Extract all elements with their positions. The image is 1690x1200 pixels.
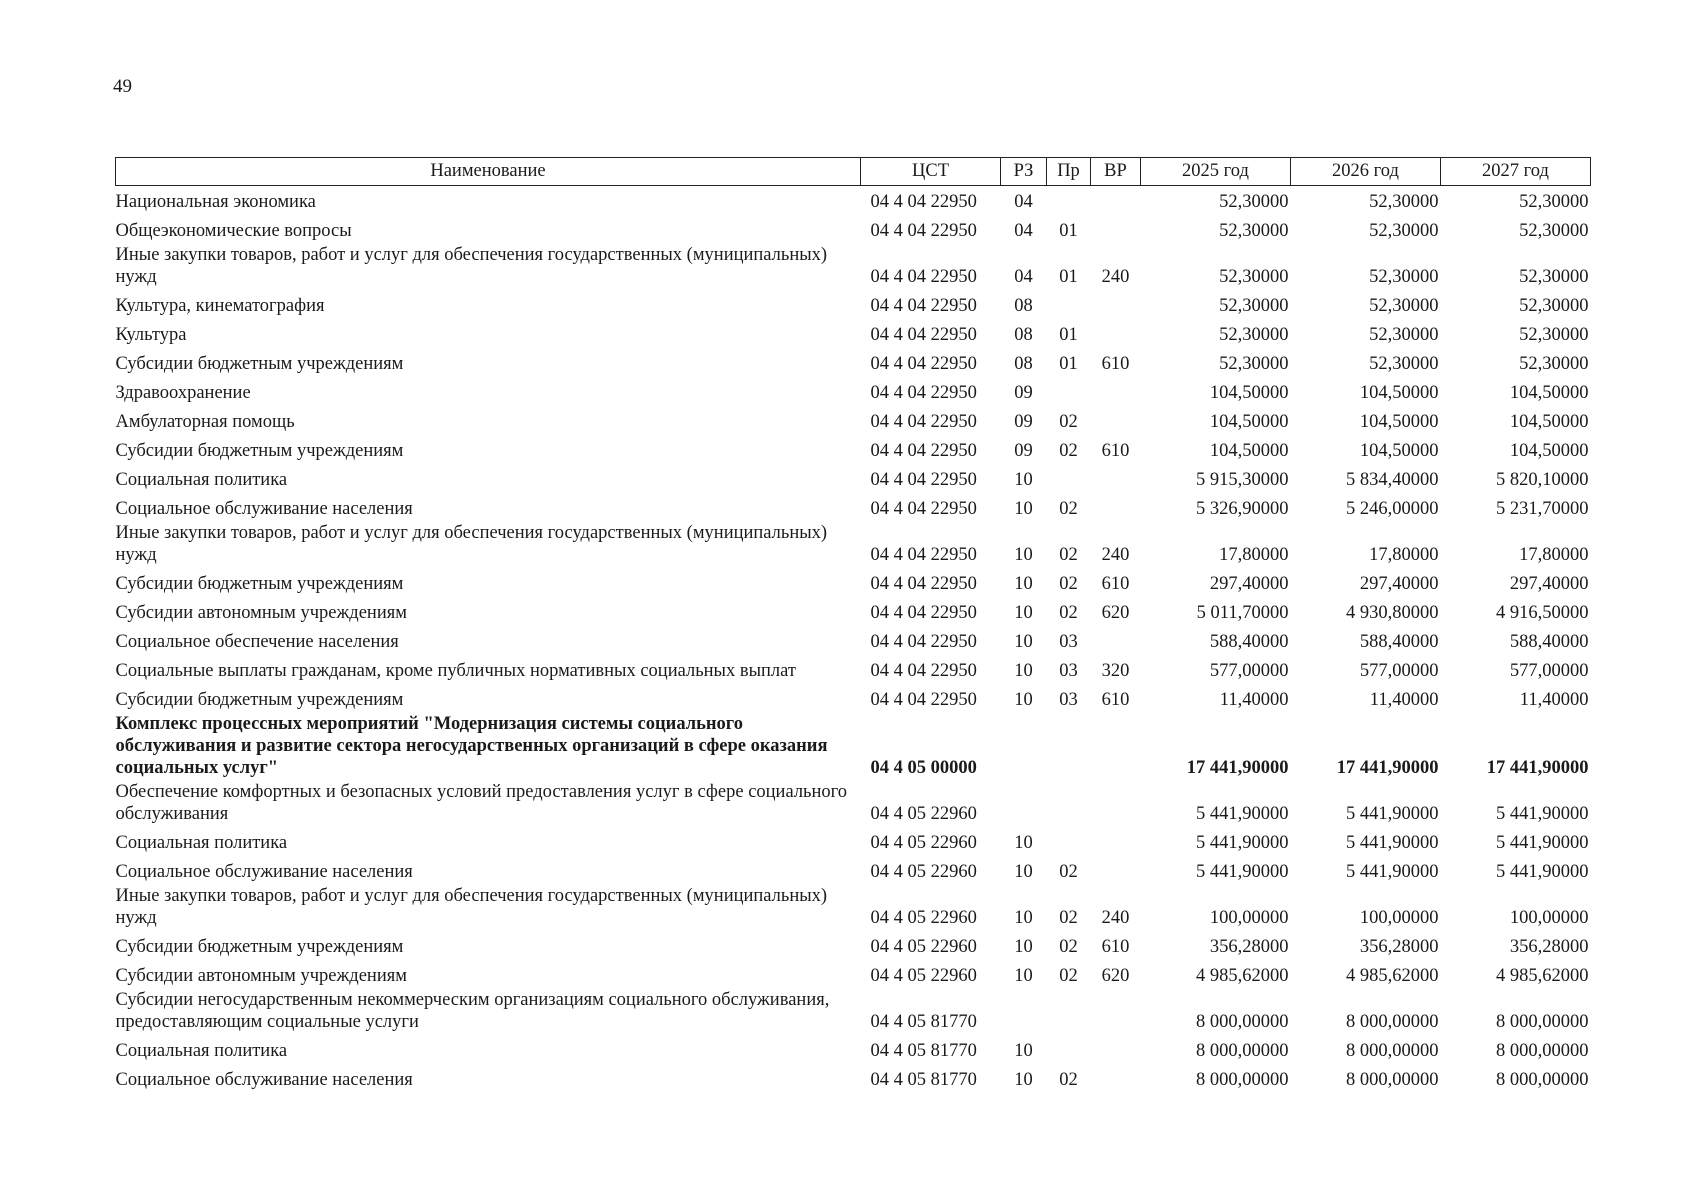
cell-y2026: 4 985,62000	[1346, 965, 1439, 986]
cell-cst: 04 4 04 22950	[870, 191, 977, 212]
header-2027: 2027 год	[1441, 158, 1591, 186]
cell-y2026: 297,40000	[1359, 573, 1439, 594]
cell-cst: 04 4 04 22950	[870, 411, 977, 432]
cell-y2027: 52,30000	[1519, 220, 1589, 241]
cell-y2027: 577,00000	[1509, 660, 1589, 681]
cell-vr	[1091, 713, 1141, 781]
table-row	[116, 1035, 1591, 1064]
cell-y2025: 5 915,30000	[1196, 469, 1289, 490]
cell-y2027: 5 441,90000	[1496, 861, 1589, 882]
table-body	[116, 186, 1591, 1093]
cell-pr	[1047, 781, 1091, 827]
cell-y2025: 8 000,00000	[1196, 1069, 1289, 1090]
table-row	[116, 856, 1591, 885]
cell-y2027: 52,30000	[1519, 191, 1589, 212]
cell-pr: 03	[1059, 631, 1078, 652]
cell-rz: 10	[1014, 469, 1033, 490]
cell-pr: 01	[1059, 266, 1078, 287]
cell-y2025: 11,40000	[1219, 689, 1289, 710]
cell-rz: 10	[1014, 573, 1033, 594]
cell-rz: 04	[1014, 220, 1033, 241]
table-row	[116, 215, 1591, 244]
cell-cst: 04 4 05 00000	[870, 757, 977, 778]
cell-y2025: 356,28000	[1209, 936, 1289, 957]
cell-y2026: 588,40000	[1359, 631, 1439, 652]
cell-cst: 04 4 05 22960	[870, 832, 977, 853]
cell-vr: 240	[1101, 266, 1130, 287]
cell-y2026: 104,50000	[1359, 440, 1439, 461]
cell-y2025: 8 000,00000	[1196, 1040, 1289, 1061]
cell-rz: 10	[1014, 861, 1033, 882]
page-number: 49	[113, 76, 132, 97]
cell-name: Комплекс процессных мероприятий "Модернизация системы социального обслуживания и развитие сектора негосударственных организаций в сфере оказания социальных услуг"	[115, 713, 828, 778]
cell-y2025: 17 441,90000	[1186, 757, 1289, 778]
cell-cst: 04 4 05 22960	[870, 936, 977, 957]
cell-rz: 10	[1014, 1069, 1033, 1090]
table-row	[116, 1064, 1591, 1093]
cell-cst: 04 4 04 22950	[870, 324, 977, 345]
cell-rz: 10	[1014, 602, 1033, 623]
cell-y2025: 5 441,90000	[1196, 803, 1289, 824]
cell-rz: 08	[1014, 295, 1033, 316]
cell-y2026: 52,30000	[1369, 324, 1439, 345]
cell-y2027: 5 231,70000	[1496, 498, 1589, 519]
cell-y2027: 588,40000	[1509, 631, 1589, 652]
cell-pr: 02	[1059, 936, 1078, 957]
cell-pr: 02	[1059, 1069, 1078, 1090]
cell-vr: 240	[1101, 544, 1130, 565]
cell-name: Культура, кинематография	[115, 295, 325, 316]
cell-cst: 04 4 04 22950	[870, 220, 977, 241]
cell-y2026: 8 000,00000	[1346, 1040, 1439, 1061]
cell-rz: 10	[1014, 832, 1033, 853]
cell-y2025: 52,30000	[1219, 191, 1289, 212]
table-row	[116, 655, 1591, 684]
cell-pr	[1047, 1035, 1091, 1064]
cell-cst: 04 4 05 81770	[870, 1069, 977, 1090]
cell-y2025: 5 441,90000	[1196, 832, 1289, 853]
cell-name: Социальное обслуживание населения	[115, 861, 413, 882]
cell-cst: 04 4 04 22950	[870, 573, 977, 594]
cell-cst: 04 4 04 22950	[870, 660, 977, 681]
cell-pr: 02	[1059, 861, 1078, 882]
cell-cst: 04 4 04 22950	[870, 353, 977, 374]
cell-name: Субсидии автономным учреждениям	[115, 602, 407, 623]
cell-y2025: 5 441,90000	[1196, 861, 1289, 882]
cell-rz: 10	[1014, 907, 1033, 928]
cell-name: Социальная политика	[115, 1040, 288, 1061]
cell-vr	[1091, 856, 1141, 885]
cell-rz	[1001, 713, 1047, 781]
cell-name: Иные закупки товаров, работ и услуг для обеспечения государственных (муниципальных) нужд	[115, 522, 828, 565]
cell-y2026: 52,30000	[1369, 266, 1439, 287]
cell-y2027: 11,40000	[1519, 689, 1589, 710]
cell-y2025: 52,30000	[1219, 353, 1289, 374]
cell-y2027: 52,30000	[1519, 266, 1589, 287]
cell-y2025: 52,30000	[1219, 324, 1289, 345]
cell-y2025: 17,80000	[1219, 544, 1289, 565]
cell-rz: 10	[1014, 965, 1033, 986]
cell-y2027: 8 000,00000	[1496, 1040, 1589, 1061]
cell-y2027: 4 985,62000	[1496, 965, 1589, 986]
cell-vr	[1091, 319, 1141, 348]
table-row	[116, 781, 1591, 827]
cell-cst: 04 4 04 22950	[870, 602, 977, 623]
cell-pr	[1047, 827, 1091, 856]
cell-vr	[1091, 1035, 1141, 1064]
header-name: Наименование	[116, 158, 861, 186]
cell-y2026: 100,00000	[1359, 907, 1439, 928]
cell-y2026: 577,00000	[1359, 660, 1439, 681]
cell-cst: 04 4 05 22960	[870, 965, 977, 986]
cell-y2027: 17,80000	[1519, 544, 1589, 565]
table-row	[116, 989, 1591, 1035]
table-row	[116, 348, 1591, 377]
table-row	[116, 493, 1591, 522]
table-row	[116, 319, 1591, 348]
cell-cst: 04 4 04 22950	[870, 382, 977, 403]
cell-y2027: 17 441,90000	[1486, 757, 1589, 778]
cell-y2026: 52,30000	[1369, 295, 1439, 316]
budget-table	[115, 157, 1591, 1093]
cell-rz: 04	[1014, 191, 1033, 212]
table-row	[116, 464, 1591, 493]
cell-y2025: 104,50000	[1209, 382, 1289, 403]
cell-name: Социальное обслуживание населения	[115, 1069, 413, 1090]
cell-vr: 620	[1101, 602, 1130, 623]
header-2026: 2026 год	[1291, 158, 1441, 186]
cell-y2026: 11,40000	[1369, 689, 1439, 710]
cell-y2026: 17 441,90000	[1336, 757, 1439, 778]
cell-vr	[1091, 215, 1141, 244]
cell-y2027: 104,50000	[1509, 411, 1589, 432]
cell-y2027: 8 000,00000	[1496, 1011, 1589, 1032]
cell-y2026: 5 246,00000	[1346, 498, 1439, 519]
cell-rz: 10	[1014, 936, 1033, 957]
cell-cst: 04 4 04 22950	[870, 544, 977, 565]
table-row	[116, 827, 1591, 856]
cell-y2027: 8 000,00000	[1496, 1069, 1589, 1090]
cell-y2026: 5 441,90000	[1346, 861, 1439, 882]
cell-rz: 09	[1014, 440, 1033, 461]
cell-vr	[1091, 186, 1141, 215]
header-2025: 2025 год	[1141, 158, 1291, 186]
cell-pr	[1047, 713, 1091, 781]
cell-name: Социальные выплаты гражданам, кроме публичных нормативных социальных выплат	[115, 660, 796, 681]
cell-name: Социальная политика	[115, 832, 288, 853]
cell-name: Общеэкономические вопросы	[115, 220, 352, 241]
cell-vr: 240	[1101, 907, 1130, 928]
cell-rz: 10	[1014, 689, 1033, 710]
header-rz: РЗ	[1001, 158, 1047, 186]
cell-pr: 01	[1059, 220, 1078, 241]
cell-y2025: 4 985,62000	[1196, 965, 1289, 986]
cell-pr	[1047, 464, 1091, 493]
table-row	[116, 406, 1591, 435]
cell-vr: 610	[1101, 353, 1130, 374]
cell-cst: 04 4 04 22950	[870, 689, 977, 710]
cell-pr: 01	[1059, 353, 1078, 374]
cell-name: Социальная политика	[115, 469, 288, 490]
cell-name: Субсидии бюджетным учреждениям	[115, 573, 404, 594]
cell-cst: 04 4 04 22950	[870, 440, 977, 461]
cell-y2027: 5 441,90000	[1496, 803, 1589, 824]
cell-y2025: 52,30000	[1219, 295, 1289, 316]
cell-y2026: 104,50000	[1359, 382, 1439, 403]
cell-cst: 04 4 04 22950	[870, 498, 977, 519]
cell-vr: 620	[1101, 965, 1130, 986]
cell-cst: 04 4 05 22960	[870, 861, 977, 882]
cell-name: Субсидии негосударственным некоммерческим организациям социального обслуживания, предоставляющим социальные услуги	[115, 989, 830, 1032]
table-row	[116, 885, 1591, 931]
table-row	[116, 522, 1591, 568]
cell-y2027: 104,50000	[1509, 382, 1589, 403]
header-pr: Пр	[1047, 158, 1091, 186]
cell-name: Иные закупки товаров, работ и услуг для обеспечения государственных (муниципальных) нужд	[115, 244, 828, 287]
cell-rz	[1001, 989, 1047, 1035]
cell-rz: 10	[1014, 631, 1033, 652]
cell-y2026: 356,28000	[1359, 936, 1439, 957]
cell-y2025: 8 000,00000	[1196, 1011, 1289, 1032]
cell-y2026: 104,50000	[1359, 411, 1439, 432]
cell-y2026: 52,30000	[1369, 220, 1439, 241]
cell-y2027: 5 441,90000	[1496, 832, 1589, 853]
cell-vr: 610	[1101, 573, 1130, 594]
cell-y2027: 5 820,10000	[1496, 469, 1589, 490]
cell-vr: 320	[1101, 660, 1130, 681]
cell-pr: 02	[1059, 440, 1078, 461]
cell-cst: 04 4 04 22950	[870, 295, 977, 316]
cell-name: Здравоохранение	[115, 382, 251, 403]
cell-name: Социальное обеспечение населения	[115, 631, 399, 652]
cell-cst: 04 4 05 81770	[870, 1011, 977, 1032]
cell-name: Национальная экономика	[115, 191, 316, 212]
cell-vr	[1091, 377, 1141, 406]
cell-y2027: 100,00000	[1509, 907, 1589, 928]
cell-y2026: 52,30000	[1369, 191, 1439, 212]
cell-y2026: 5 441,90000	[1346, 832, 1439, 853]
cell-rz: 10	[1014, 660, 1033, 681]
cell-pr: 02	[1059, 573, 1078, 594]
cell-name: Амбулаторная помощь	[115, 411, 295, 432]
cell-pr: 01	[1059, 324, 1078, 345]
cell-y2025: 5 011,70000	[1196, 602, 1289, 623]
cell-pr	[1047, 377, 1091, 406]
cell-y2027: 4 916,50000	[1496, 602, 1589, 623]
cell-pr: 03	[1059, 689, 1078, 710]
cell-pr: 02	[1059, 907, 1078, 928]
cell-y2027: 297,40000	[1509, 573, 1589, 594]
cell-y2027: 52,30000	[1519, 353, 1589, 374]
table-row	[116, 960, 1591, 989]
cell-pr: 02	[1059, 411, 1078, 432]
cell-rz: 04	[1014, 266, 1033, 287]
cell-y2025: 588,40000	[1209, 631, 1289, 652]
table-row	[116, 713, 1591, 781]
cell-pr	[1047, 186, 1091, 215]
cell-cst: 04 4 05 81770	[870, 1040, 977, 1061]
cell-y2025: 297,40000	[1209, 573, 1289, 594]
cell-y2025: 104,50000	[1209, 440, 1289, 461]
cell-vr	[1091, 464, 1141, 493]
header-cst: ЦСТ	[861, 158, 1001, 186]
table-row	[116, 244, 1591, 290]
cell-rz: 08	[1014, 324, 1033, 345]
cell-pr: 02	[1059, 602, 1078, 623]
cell-vr	[1091, 989, 1141, 1035]
cell-vr	[1091, 406, 1141, 435]
cell-rz: 10	[1014, 498, 1033, 519]
cell-y2025: 52,30000	[1219, 220, 1289, 241]
cell-cst: 04 4 05 22960	[870, 907, 977, 928]
cell-y2025: 577,00000	[1209, 660, 1289, 681]
cell-cst: 04 4 04 22950	[870, 631, 977, 652]
cell-vr	[1091, 827, 1141, 856]
cell-y2027: 356,28000	[1509, 936, 1589, 957]
cell-y2027: 104,50000	[1509, 440, 1589, 461]
table-header-row	[116, 158, 1591, 186]
cell-y2027: 52,30000	[1519, 324, 1589, 345]
cell-name: Культура	[115, 324, 187, 345]
cell-y2025: 5 326,90000	[1196, 498, 1289, 519]
cell-name: Субсидии бюджетным учреждениям	[115, 689, 404, 710]
table-row	[116, 186, 1591, 215]
cell-rz: 09	[1014, 411, 1033, 432]
cell-vr	[1091, 781, 1141, 827]
cell-rz: 10	[1014, 1040, 1033, 1061]
cell-rz: 10	[1014, 544, 1033, 565]
cell-pr	[1047, 290, 1091, 319]
table-row	[116, 626, 1591, 655]
cell-pr: 02	[1059, 498, 1078, 519]
cell-vr: 610	[1101, 936, 1130, 957]
cell-name: Субсидии бюджетным учреждениям	[115, 936, 404, 957]
table-row	[116, 568, 1591, 597]
table-row	[116, 290, 1591, 319]
header-vr: ВР	[1091, 158, 1141, 186]
cell-vr	[1091, 1064, 1141, 1093]
cell-vr: 610	[1101, 689, 1130, 710]
cell-y2025: 52,30000	[1219, 266, 1289, 287]
cell-name: Субсидии бюджетным учреждениям	[115, 440, 404, 461]
cell-vr	[1091, 290, 1141, 319]
cell-y2027: 52,30000	[1519, 295, 1589, 316]
cell-cst: 04 4 05 22960	[870, 803, 977, 824]
cell-name: Иные закупки товаров, работ и услуг для обеспечения государственных (муниципальных) нужд	[115, 885, 828, 928]
cell-name: Социальное обслуживание населения	[115, 498, 413, 519]
cell-name: Обеспечение комфортных и безопасных условий предоставления услуг в сфере социального обслуживания	[115, 781, 848, 824]
table-row	[116, 435, 1591, 464]
cell-y2026: 8 000,00000	[1346, 1011, 1439, 1032]
cell-name: Субсидии бюджетным учреждениям	[115, 353, 404, 374]
cell-y2026: 4 930,80000	[1346, 602, 1439, 623]
cell-pr: 02	[1059, 965, 1078, 986]
cell-y2026: 5 441,90000	[1346, 803, 1439, 824]
cell-pr	[1047, 989, 1091, 1035]
cell-vr	[1091, 626, 1141, 655]
cell-cst: 04 4 04 22950	[870, 266, 977, 287]
cell-y2025: 100,00000	[1209, 907, 1289, 928]
cell-y2026: 8 000,00000	[1346, 1069, 1439, 1090]
cell-y2025: 104,50000	[1209, 411, 1289, 432]
cell-rz: 08	[1014, 353, 1033, 374]
table-row	[116, 377, 1591, 406]
cell-y2026: 5 834,40000	[1346, 469, 1439, 490]
cell-pr: 02	[1059, 544, 1078, 565]
table-row	[116, 597, 1591, 626]
cell-pr: 03	[1059, 660, 1078, 681]
table-row	[116, 931, 1591, 960]
cell-vr: 610	[1101, 440, 1130, 461]
table-row	[116, 684, 1591, 713]
cell-y2026: 17,80000	[1369, 544, 1439, 565]
cell-cst: 04 4 04 22950	[870, 469, 977, 490]
cell-y2026: 52,30000	[1369, 353, 1439, 374]
cell-rz: 09	[1014, 382, 1033, 403]
cell-vr	[1091, 493, 1141, 522]
cell-rz	[1001, 781, 1047, 827]
cell-name: Субсидии автономным учреждениям	[115, 965, 407, 986]
